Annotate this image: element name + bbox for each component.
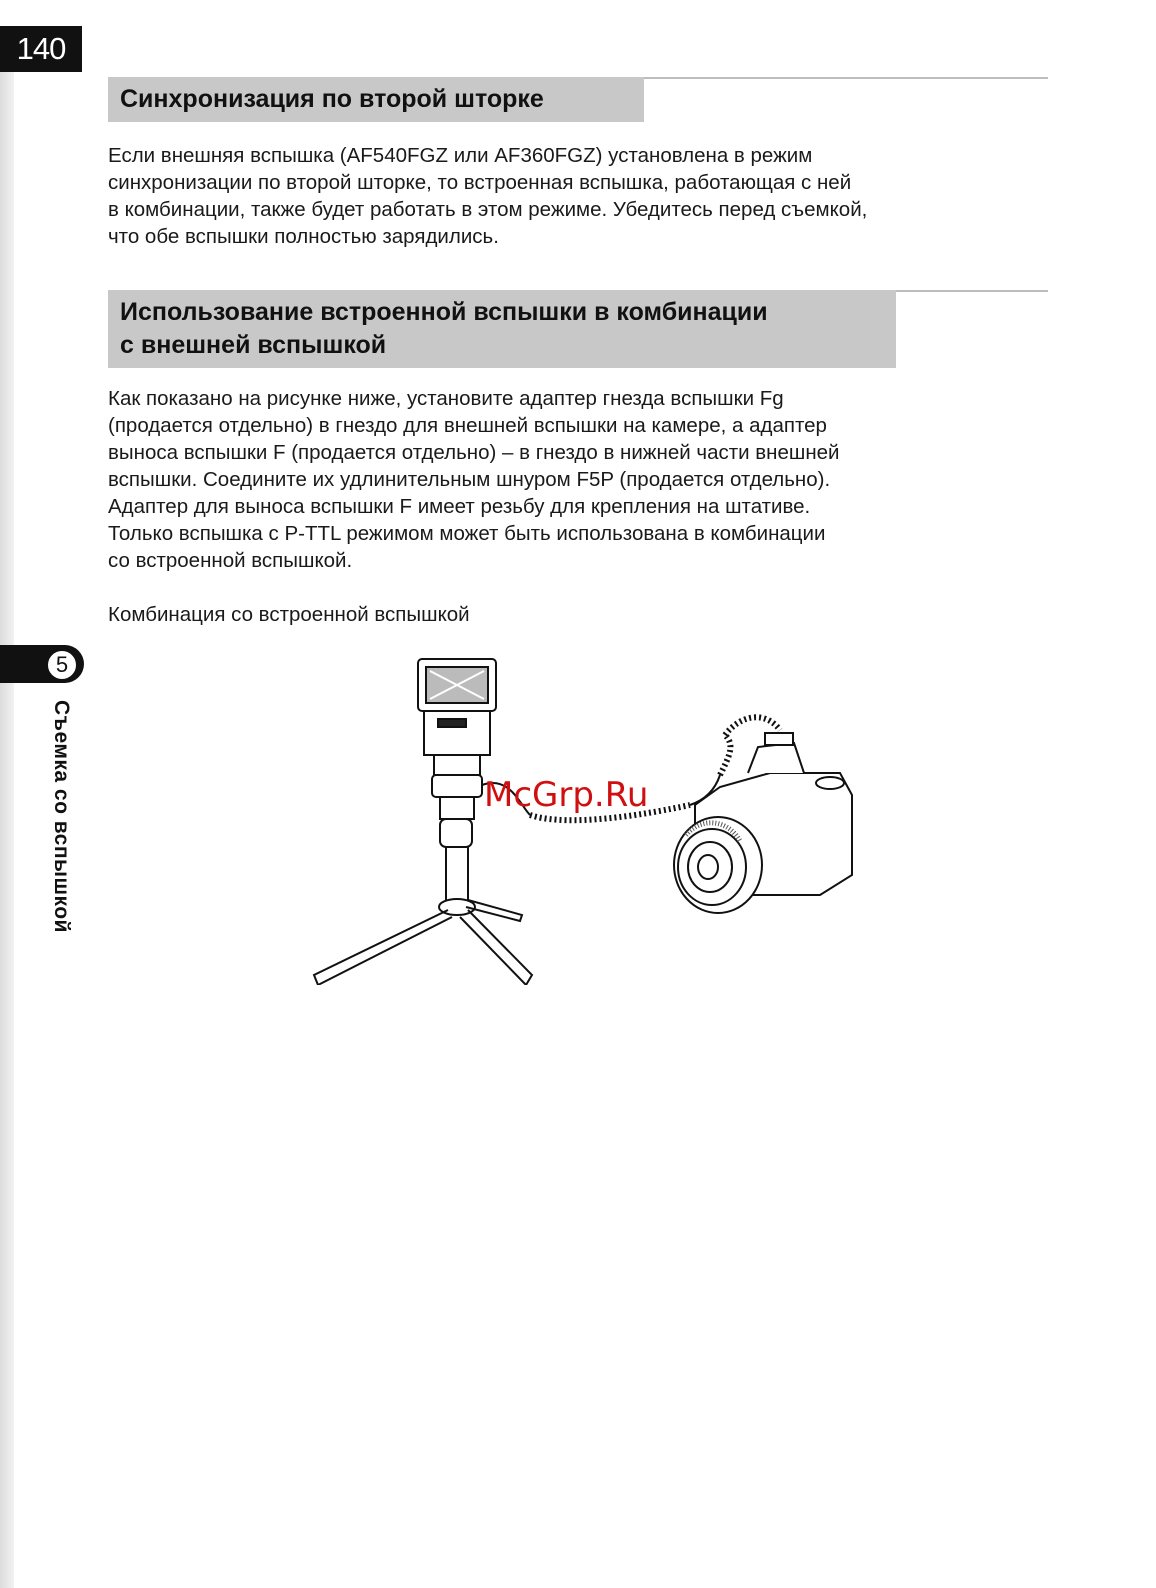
external-flash-body	[424, 711, 490, 755]
page-number: 140	[0, 26, 82, 72]
section-paragraph	[108, 142, 1048, 250]
section-heading	[108, 290, 896, 368]
paragraph-line: Только вспышка с P-TTL режимом может быть использована в комбинации	[108, 522, 826, 545]
tripod-leg	[314, 910, 452, 985]
paragraph-line: в комбинации, также будет работать в этом режиме. Убедитесь перед съемкой,	[108, 198, 868, 221]
chapter-title: Съемка со вспышкой	[50, 700, 73, 933]
tripod-leg	[460, 910, 532, 985]
flash-camera-illustration	[300, 655, 880, 985]
flash-adapter	[432, 775, 482, 797]
paragraph-line: Если внешняя вспышка (AF540FGZ или AF360FGZ) установлена в режим	[108, 144, 813, 167]
paragraph-line: Адаптер для выноса вспышки F имеет резьбу для крепления на штативе.	[108, 495, 811, 518]
section-heading-text: Синхронизация по второй шторке	[120, 85, 544, 113]
section-paragraph	[108, 385, 1048, 574]
section-heading	[108, 77, 644, 122]
paragraph-line: Как показано на рисунке ниже, установите адаптер гнезда вспышки Fg	[108, 387, 784, 410]
paragraph-line: со встроенной вспышкой.	[108, 549, 353, 572]
paragraph-line: (продается отдельно) в гнездо для внешней вспышки на камере, а адаптер	[108, 414, 827, 437]
chapter-number: 5	[46, 649, 78, 681]
section-heading-text: с внешней вспышкой	[120, 331, 387, 359]
paragraph-line: выноса вспышки F (продается отдельно) – в гнездо в нижней части внешней	[108, 441, 840, 464]
paragraph-line: вспышки. Соедините их удлинительным шнуром F5P (продается отдельно).	[108, 468, 831, 491]
figure-caption: Комбинация со встроенной вспышкой	[108, 603, 470, 626]
watermark: McGrp.Ru	[484, 775, 649, 815]
camera-hotshoe-adapter	[765, 733, 793, 745]
paragraph-line: синхронизации по второй шторке, то встроенная вспышка, работающая с ней	[108, 171, 852, 194]
page-edge-strip	[0, 72, 14, 1588]
paragraph-line: что обе вспышки полностью зарядились.	[108, 225, 499, 248]
tripod-head	[440, 819, 472, 847]
section-heading-text: Использование встроенной вспышки в комбинации	[120, 298, 768, 326]
